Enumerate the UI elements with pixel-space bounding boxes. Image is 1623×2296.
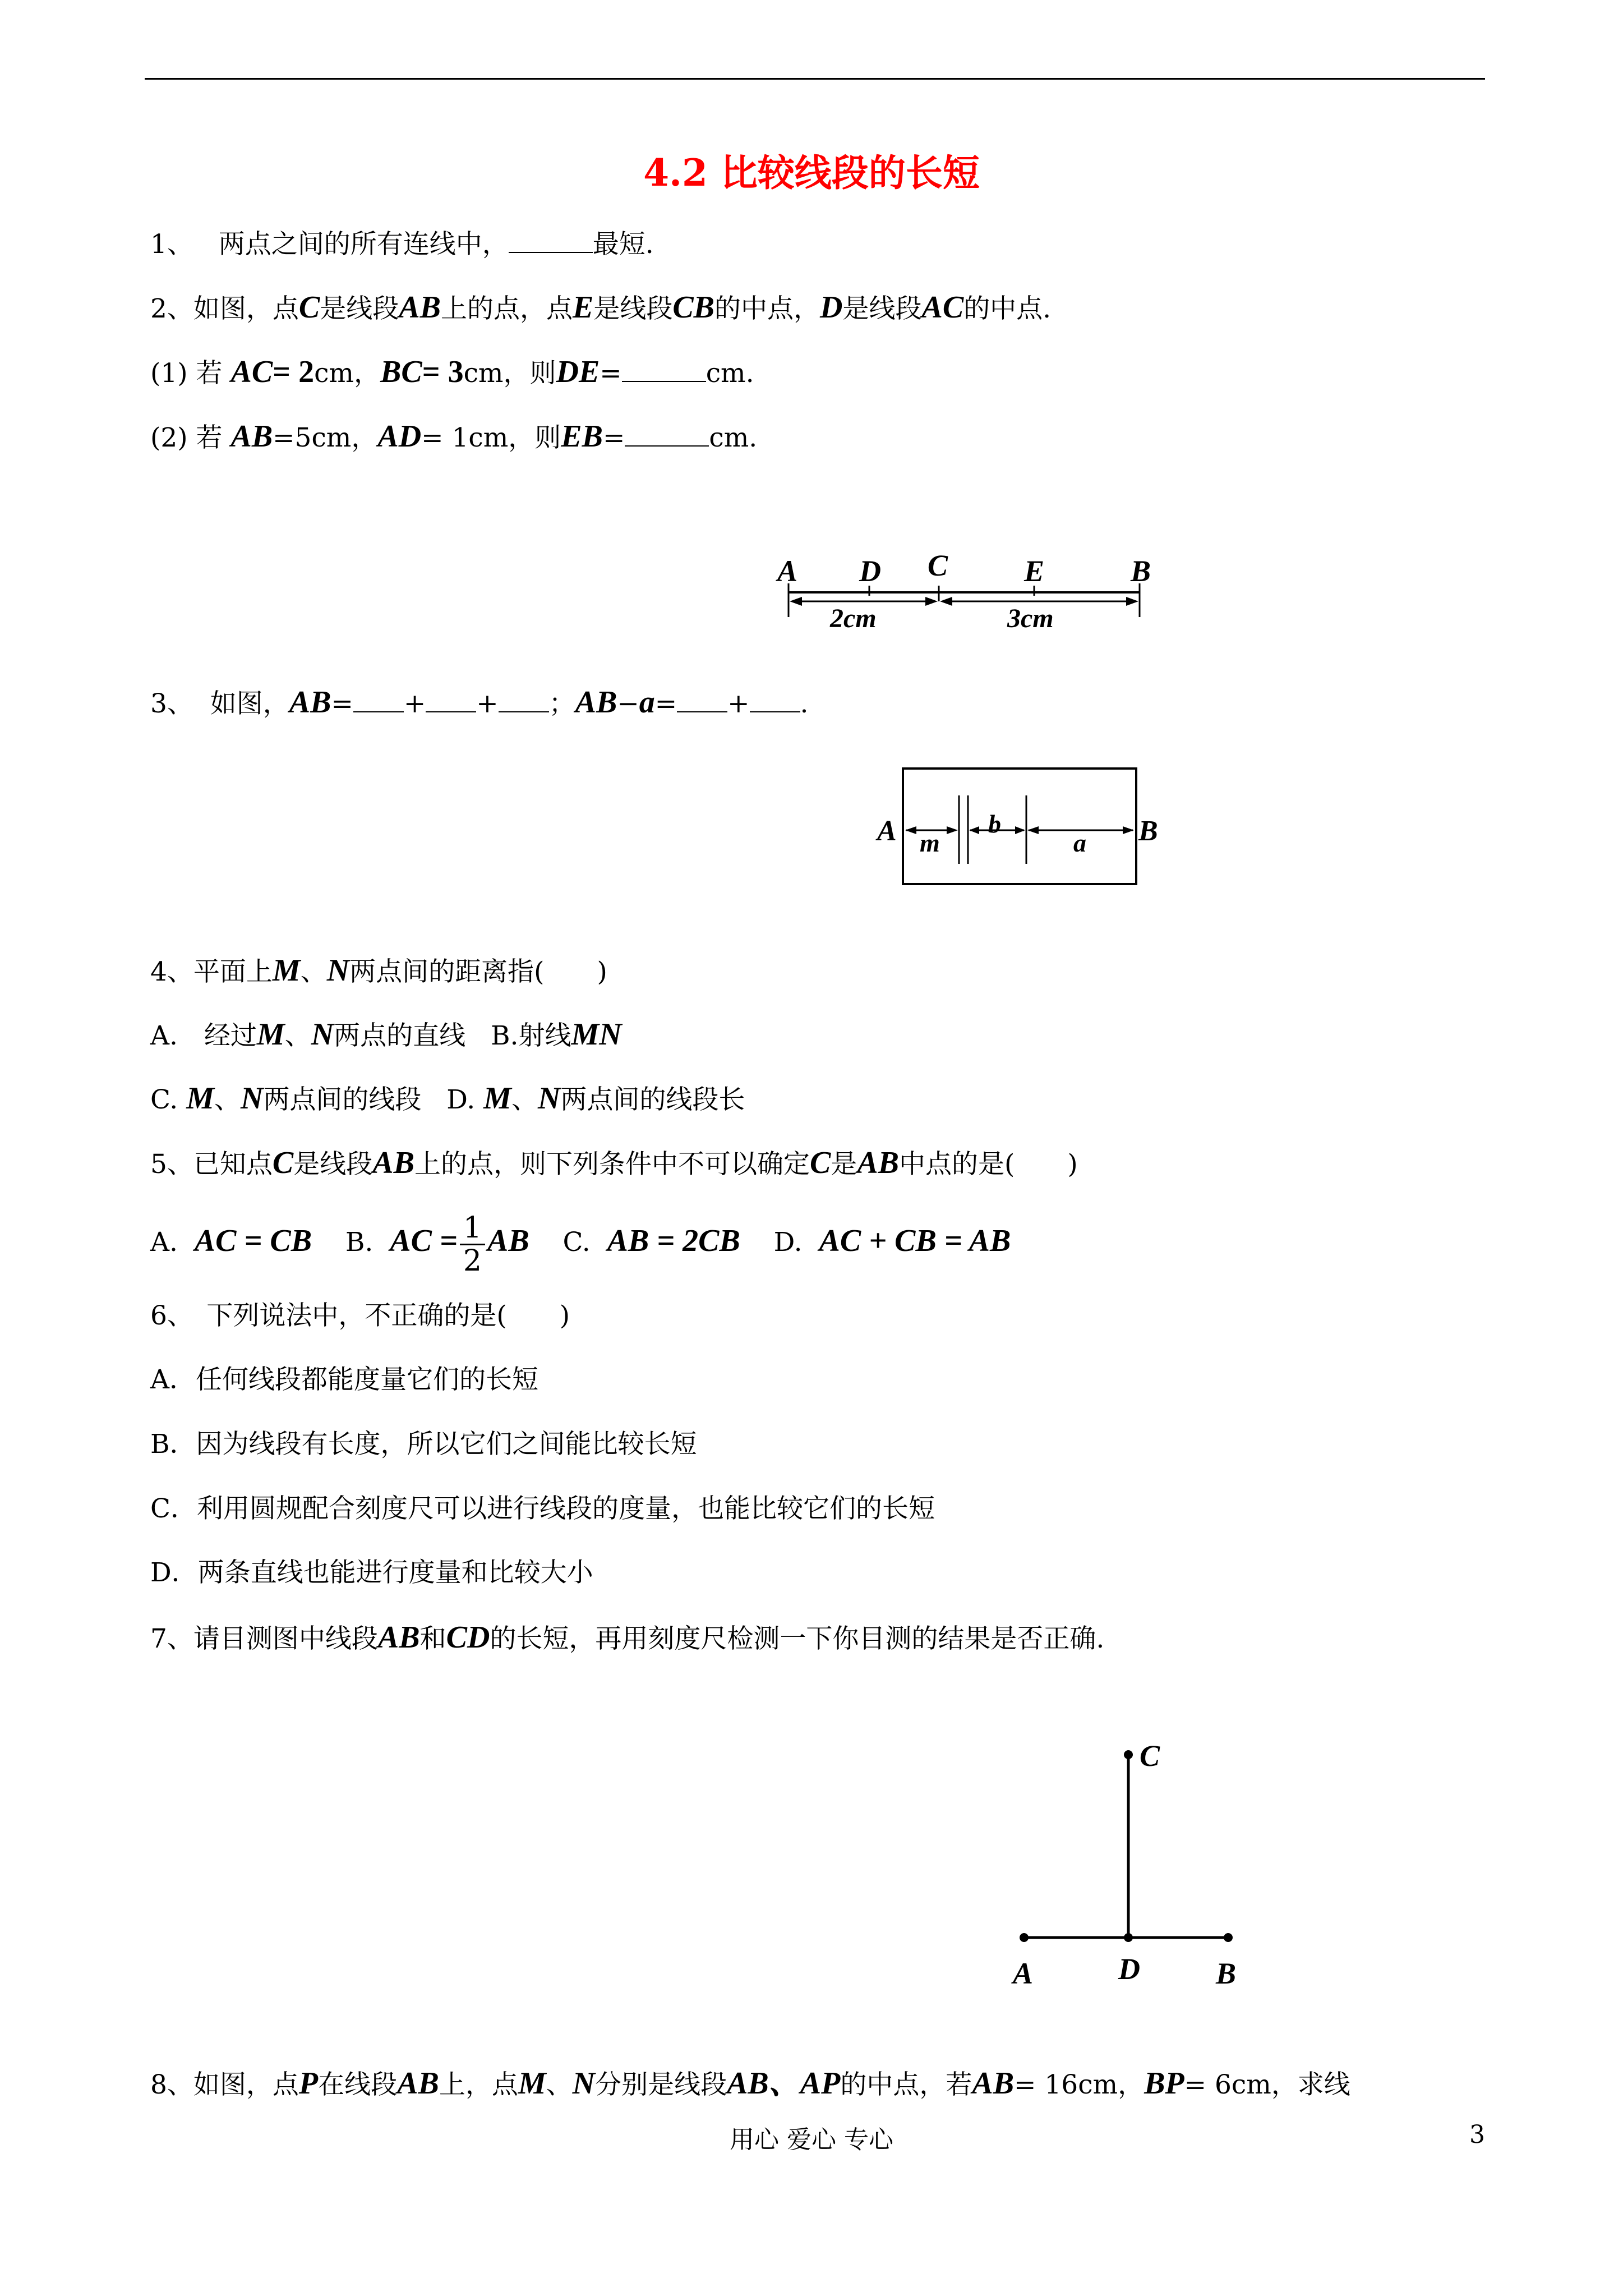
equals: = [600,358,622,389]
var-ab: AB [575,685,617,720]
q3-blank-5[interactable] [750,689,800,712]
q6-option-d[interactable]: D．两条直线也能进行度量和比较大小 [150,1557,593,1588]
point-d [1124,1933,1133,1942]
var-ac: AC [921,290,964,325]
var-de: DE [556,355,600,389]
segment-figure [768,539,1172,634]
var-eb: EB [561,419,603,454]
question-8 [150,2067,1350,2102]
value: =5cm， [273,422,378,453]
var-m: M [256,1017,285,1052]
arrow-head [1015,826,1025,834]
period: . [800,688,809,719]
q2-text: 如图，点 [193,293,299,324]
q3-number: 3、 [150,688,193,719]
arrow-head [1126,597,1138,606]
unit: cm， [314,358,380,389]
q2-p1-blank[interactable] [622,358,706,382]
var-m: M [518,2066,546,2101]
var-ab-ap: AB、AP [727,2066,841,2101]
var-cd: CD [446,1620,490,1655]
q8-text: 分别是线段 [595,2069,727,2100]
var-d: D [820,290,843,325]
value: = 16 [1014,2069,1078,2100]
q4-option-c-text: 两点间的线段 [263,1084,422,1115]
value: = 2 [273,355,315,389]
var-ab: AB [397,2066,439,2101]
var-ac: AC [230,355,273,389]
plus: + [727,688,750,719]
q1-text-b: 最短. [592,229,654,260]
q5-option-a[interactable]: A. [150,1227,178,1258]
q5-option-c-expr: AB = 2CB [607,1223,740,1258]
label-m: m [920,829,940,857]
var-e: E [572,290,594,325]
q4-text: 4、平面上 [150,956,273,987]
question-4-options-ab [150,1018,622,1053]
q1-blank[interactable] [509,229,593,253]
arrow-head [790,597,802,606]
var-n: N [326,953,350,988]
question-4-stem [150,954,607,989]
q6-option-b[interactable]: B．因为线段有长度，所以它们之间能比较长短 [150,1429,697,1460]
label-a: A [777,554,798,588]
value: = 3 [422,355,464,389]
plus: + [403,688,426,719]
q2-p1-text: (1) 若 [150,358,223,389]
semicolon: ； [548,688,575,719]
var-ab: AB [487,1223,529,1258]
q8-text: 上，点 [439,2069,518,2100]
label-d: D [859,554,881,588]
q2-text: 的中点. [963,293,1052,324]
equals: = [331,688,353,719]
var-m: M [483,1081,511,1116]
label-b: B [1138,815,1158,847]
var-ad: AD [377,419,422,454]
label-e: E [1024,554,1045,588]
unit: cm， [1078,2069,1145,2100]
question-1 [150,228,654,261]
separator: 、 [214,1084,241,1115]
q5-text: 是 [831,1149,857,1180]
var-n: N [572,2066,596,2101]
separator: 、 [284,1020,311,1051]
var-c: C [298,290,320,325]
var-bp: BP [1144,2066,1184,2101]
label-a: A [877,815,897,847]
label-b-small: b [988,809,1001,838]
q3-blank-2[interactable] [426,689,476,712]
var-ab: AB [289,685,331,720]
unit: cm，则 [463,358,556,389]
var-bc: BC [380,355,422,389]
arrow-head [1027,826,1039,834]
page-number: 3 [1469,2120,1485,2149]
var-n: N [311,1017,334,1052]
length-ac: 2cm [830,604,877,633]
q3-blank-3[interactable] [499,689,549,712]
q5-text: 5、已知点 [150,1149,273,1180]
q5-option-b[interactable]: B. [345,1227,374,1258]
q6-option-a[interactable]: A．任何线段都能度量它们的长短 [150,1364,538,1395]
question-5-options [150,1206,1011,1277]
unit: cm. [709,422,758,453]
separator: 、 [511,1084,538,1115]
var-cb: CB [672,290,715,325]
point-b [1224,1933,1233,1942]
var-ab: AB [399,290,441,325]
point-c [1124,1750,1133,1759]
q3-blank-4[interactable] [677,689,727,712]
question-2-part-1 [150,355,754,390]
q4-option-b[interactable]: B.射线 [490,1020,571,1051]
q8-text: 8、如图，点 [150,2069,299,2100]
separator: 、 [300,956,327,987]
q8-text: 在线段 [318,2069,398,2100]
var-c: C [809,1145,831,1180]
q1-number: 1、 [150,229,193,260]
fraction-one-half [460,1212,485,1277]
var-ab: AB [377,1620,420,1655]
q5-text: 上的点，则下列条件中不可以确定 [414,1149,810,1180]
unit: cm. [706,358,754,389]
q2-text: 上的点，点 [440,293,573,324]
q1-text-a: 两点之间的所有连线中， [218,229,509,260]
q4-option-d-text: 两点间的线段长 [560,1084,745,1115]
fraction-denominator: 2 [463,1244,482,1278]
var-m: M [186,1081,214,1116]
q5-option-a-expr: AC = CB [194,1223,312,1258]
equals: = [654,688,677,719]
q4-option-a-text: 两点的直线 [334,1020,466,1051]
box-figure [869,763,1161,886]
q2-p2-blank[interactable] [625,423,709,447]
q6-option-c[interactable]: C．利用圆规配合刻度尺可以进行线段的度量，也能比较它们的长短 [150,1493,935,1524]
t-figure [998,1728,1256,1997]
question-3 [150,685,809,721]
arrow-head [969,826,979,834]
q2-text: 是线段 [320,293,399,324]
q3-text: 如图， [210,688,289,719]
question-2-part-2 [150,420,757,455]
q5-text: 中点的是( ) [899,1149,1078,1180]
label-c: C [1140,1739,1160,1773]
q2-text: 的中点， [714,293,820,324]
var-a: a [639,685,655,720]
q4-option-a[interactable]: A. 经过 [150,1020,257,1051]
equals: = [602,422,625,453]
minus: − [617,688,639,719]
var-p: P [298,2066,319,2101]
arrow-head [947,826,958,834]
header-rule [145,78,1485,80]
length-cb: 3cm [1007,604,1054,633]
question-6-stem: 6、 下列说法中，不正确的是( ) [150,1300,570,1331]
arrow-head [905,826,916,834]
value: = 1cm，则 [421,422,561,453]
label-b: B [1131,554,1151,588]
label-c: C [928,549,948,582]
arrow-head [940,597,952,606]
q5-option-b-expr: AC = [390,1223,458,1258]
var-ab: AB [972,2066,1015,2101]
question-7 [150,1621,1104,1656]
q5-option-d[interactable]: D. [773,1227,803,1258]
fraction-numerator: 1 [460,1212,485,1245]
q4-option-c[interactable]: C. [150,1084,178,1115]
q2-number: 2、 [150,293,193,324]
figure-frame [903,769,1136,884]
var-ab: AB [372,1145,414,1180]
page-footer: 用心 爱心 专心 [730,2125,893,2154]
q5-text: 是线段 [293,1149,373,1180]
question-2-stem [150,291,1051,326]
q5-option-c[interactable]: C. [562,1227,591,1258]
q2-text: 是线段 [842,293,922,324]
var-c: C [272,1145,294,1180]
q5-option-d-expr: AC + CB = AB [819,1223,1011,1258]
question-5-stem [150,1146,1078,1181]
point-a [1020,1933,1029,1942]
arrow-head [1123,826,1134,834]
label-a-small: a [1073,829,1086,857]
q7-text: 和 [419,1623,446,1654]
q7-text: 7、请目测图中线段 [150,1623,378,1654]
separator: 、 [546,2069,573,2100]
arrow-head [925,597,938,606]
q3-blank-1[interactable] [353,689,404,712]
q2-p2-text: (2) 若 [150,422,223,453]
plus: + [476,688,499,719]
label-b: B [1216,1957,1237,1990]
page-title: 4.2 比较线段的长短 [643,151,980,195]
value: = 6 [1184,2069,1232,2100]
q2-text: 是线段 [593,293,673,324]
q4-option-d[interactable]: D. [446,1084,476,1115]
var-mn: MN [571,1017,622,1052]
q4-text: 两点间的距离指( ) [349,956,607,987]
var-ab: AB [230,419,273,454]
var-n: N [240,1081,264,1116]
label-a: A [1013,1957,1034,1990]
var-n: N [537,1081,561,1116]
label-d: D [1118,1952,1140,1986]
q7-text: 的长短，再用刻度尺检测一下你目测的结果是否正确. [490,1623,1105,1654]
question-4-options-cd [150,1082,745,1117]
q8-text: cm，求线 [1231,2069,1350,2100]
q8-text: 的中点，若 [840,2069,972,2100]
var-ab: AB [857,1145,900,1180]
var-m: M [272,953,301,988]
